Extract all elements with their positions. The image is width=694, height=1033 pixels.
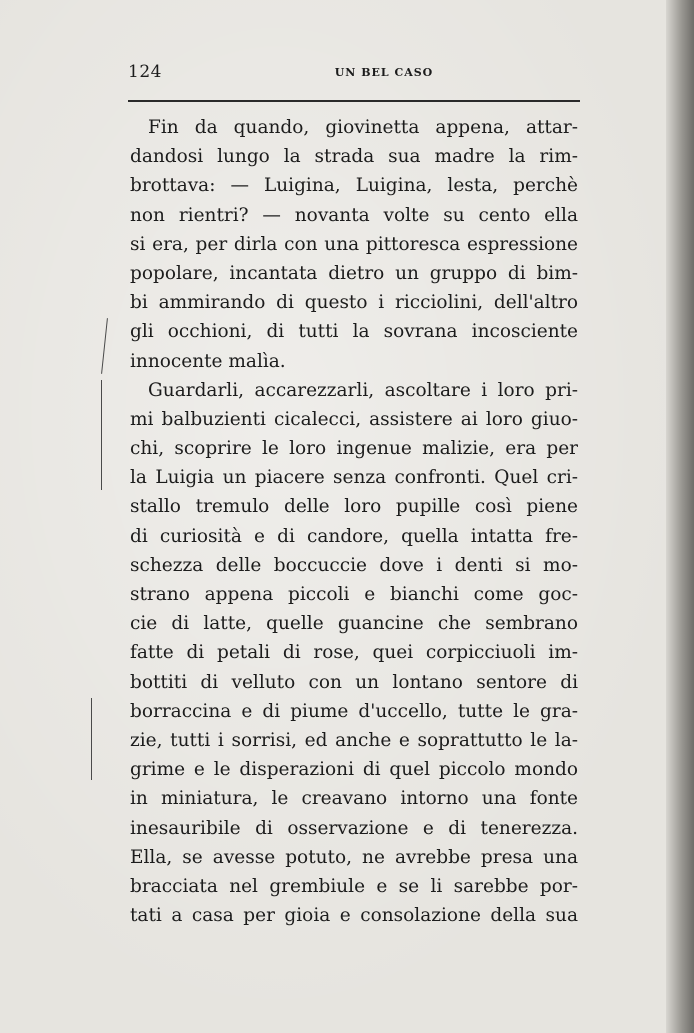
text-line: Ella, se avesse potuto, ne avrebbe presa una xyxy=(130,846,578,868)
text-line: bracciata nel grembiule e se li sarebbe por- xyxy=(130,875,578,897)
text-line: non rientri? — novanta volte su cento ella xyxy=(130,204,578,226)
header-rule xyxy=(128,100,580,102)
text-line: di curiosità e di candore, quella intatta fre- xyxy=(130,525,578,547)
text-line: in miniatura, le creavano intorno una fonte xyxy=(130,788,578,810)
page-header xyxy=(128,62,580,92)
text-line: mi balbuzienti cicalecci, assistere ai loro giuo- xyxy=(130,408,578,430)
page-number: 124 xyxy=(128,62,162,82)
body-text xyxy=(130,113,578,930)
text-line: chi, scoprire le loro ingenue malizie, era per xyxy=(130,438,578,460)
text-line: la Luigia un piacere senza confronti. Quel cri- xyxy=(130,467,578,489)
text-line: zie, tutti i sorrisi, ed anche e soprattutto le la- xyxy=(130,729,578,751)
text-line: schezza delle boccuccie dove i denti si mo- xyxy=(130,554,578,576)
text-line: fatte di petali di rose, quei corpicciuoli im- xyxy=(130,642,578,664)
text-line: inesauribile di osservazione e di tenerezza. xyxy=(130,817,578,839)
running-title: UN BEL CASO xyxy=(334,66,434,79)
text-line: si era, per dirla con una pittoresca espressione xyxy=(130,233,578,255)
text-line: dandosi lungo la strada sua madre la rim- xyxy=(130,146,578,168)
text-line: brottava: — Luigina, Luigina, lesta, perchè xyxy=(130,175,578,197)
text-line: strano appena piccoli e bianchi come goc- xyxy=(130,584,578,605)
text-line: Fin da quando, giovinetta appena, attar- xyxy=(148,117,578,138)
text-line: bottiti di velluto con un lontano sentore di xyxy=(130,671,578,693)
text-line: Guardarli, accarezzarli, ascoltare i loro pri- xyxy=(148,379,578,401)
text-line: borraccina e di piume d'uccello, tutte le gra- xyxy=(130,700,578,722)
text-line: innocente malìa. xyxy=(130,350,286,372)
text-line: popolare, incantata dietro un gruppo di bim- xyxy=(130,262,578,284)
text-line: bi ammirando di questo i ricciolini, dell'altro xyxy=(130,292,578,314)
margin-mark xyxy=(91,698,92,780)
text-line: grime e le disperazioni di quel piccolo mondo xyxy=(130,759,578,781)
text-line: stallo tremulo delle loro pupille così piene xyxy=(130,496,578,518)
text-line: cie di latte, quelle guancine che sembrano xyxy=(130,613,578,635)
text-line: gli occhioni, di tutti la sovrana incosciente xyxy=(130,321,578,343)
text-line: tati a casa per gioia e consolazione della sua xyxy=(130,905,578,927)
margin-mark xyxy=(101,318,108,374)
margin-mark xyxy=(101,380,102,490)
page-edge-shadow xyxy=(666,0,694,1033)
